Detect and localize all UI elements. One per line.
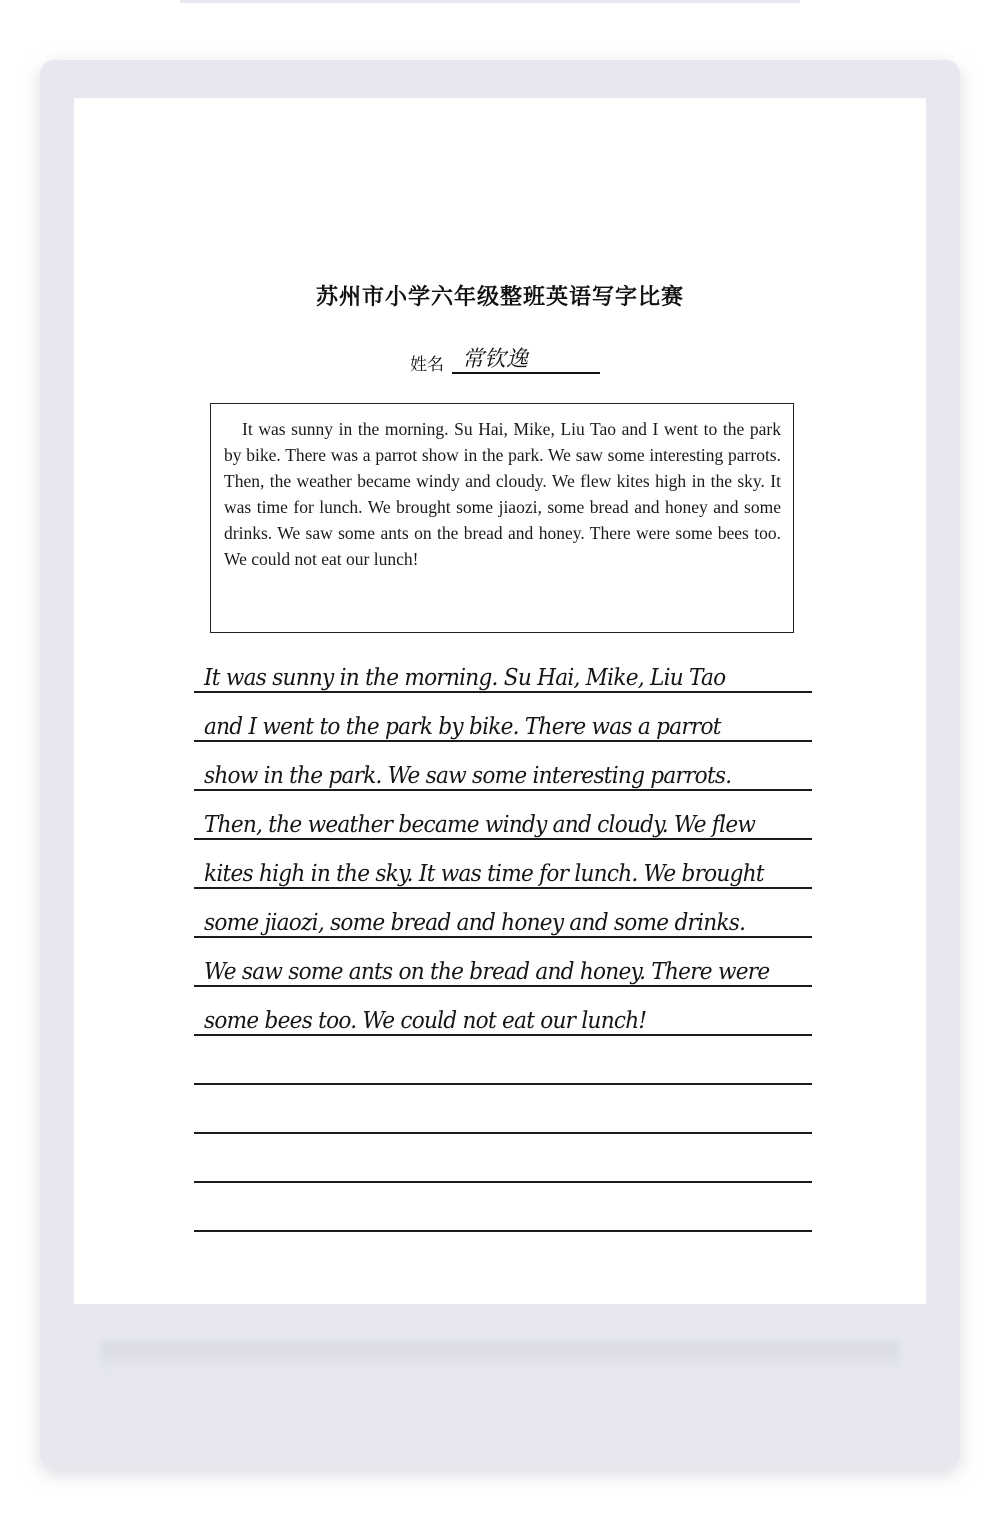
name-underline [452, 372, 600, 374]
handwritten-text: We saw some ants on the bread and honey. There were [204, 959, 770, 985]
name-label: 姓名 [410, 355, 444, 375]
rule-line [194, 1230, 812, 1232]
prompt-box [210, 403, 794, 633]
worksheet-title: 苏州市小学六年级整班英语写字比赛 [315, 285, 684, 310]
worksheet-paper [74, 98, 926, 1304]
writing-line [192, 987, 814, 1036]
handwritten-text: and I went to the park by bike. There was a parrot [204, 714, 721, 740]
name-value: 常钦逸 [462, 347, 529, 372]
writing-line [192, 938, 814, 987]
handwritten-text: Then, the weather became windy and cloudy. We flew [204, 812, 756, 838]
handwritten-text: kites high in the sky. It was time for lunch. We brought [204, 861, 764, 887]
writing-line [192, 889, 814, 938]
frame-shadow [100, 1342, 900, 1372]
writing-line [192, 742, 814, 791]
writing-line [192, 1183, 814, 1232]
writing-line [192, 1036, 814, 1085]
handwritten-text: some jiaozi, some bread and honey and some drinks. [204, 910, 746, 936]
writing-line [192, 840, 814, 889]
writing-line [192, 1134, 814, 1183]
handwritten-text: It was sunny in the morning. Su Hai, Mike, Liu Tao [204, 665, 726, 691]
handwritten-text: show in the park. We saw some interesting parrots. [204, 763, 732, 789]
writing-line [192, 1085, 814, 1134]
writing-line [192, 644, 814, 693]
top-divider [180, 0, 800, 3]
writing-line [192, 791, 814, 840]
handwritten-text: some bees too. We could not eat our lunch! [204, 1008, 647, 1034]
prompt-text: It was sunny in the morning. Su Hai, Mike, Liu Tao and I went to the park by bike. There was a parrot show in the park. We saw some interesting parrots. Then, the weather became windy and cloudy. We flew kites high in the sky. It was time for lunch. We brought some jiaozi, some bread and honey and some drinks. We saw some ants on the bread and honey. There were some bees too. We could not eat our lunch! [224, 419, 781, 569]
writing-line [192, 693, 814, 742]
